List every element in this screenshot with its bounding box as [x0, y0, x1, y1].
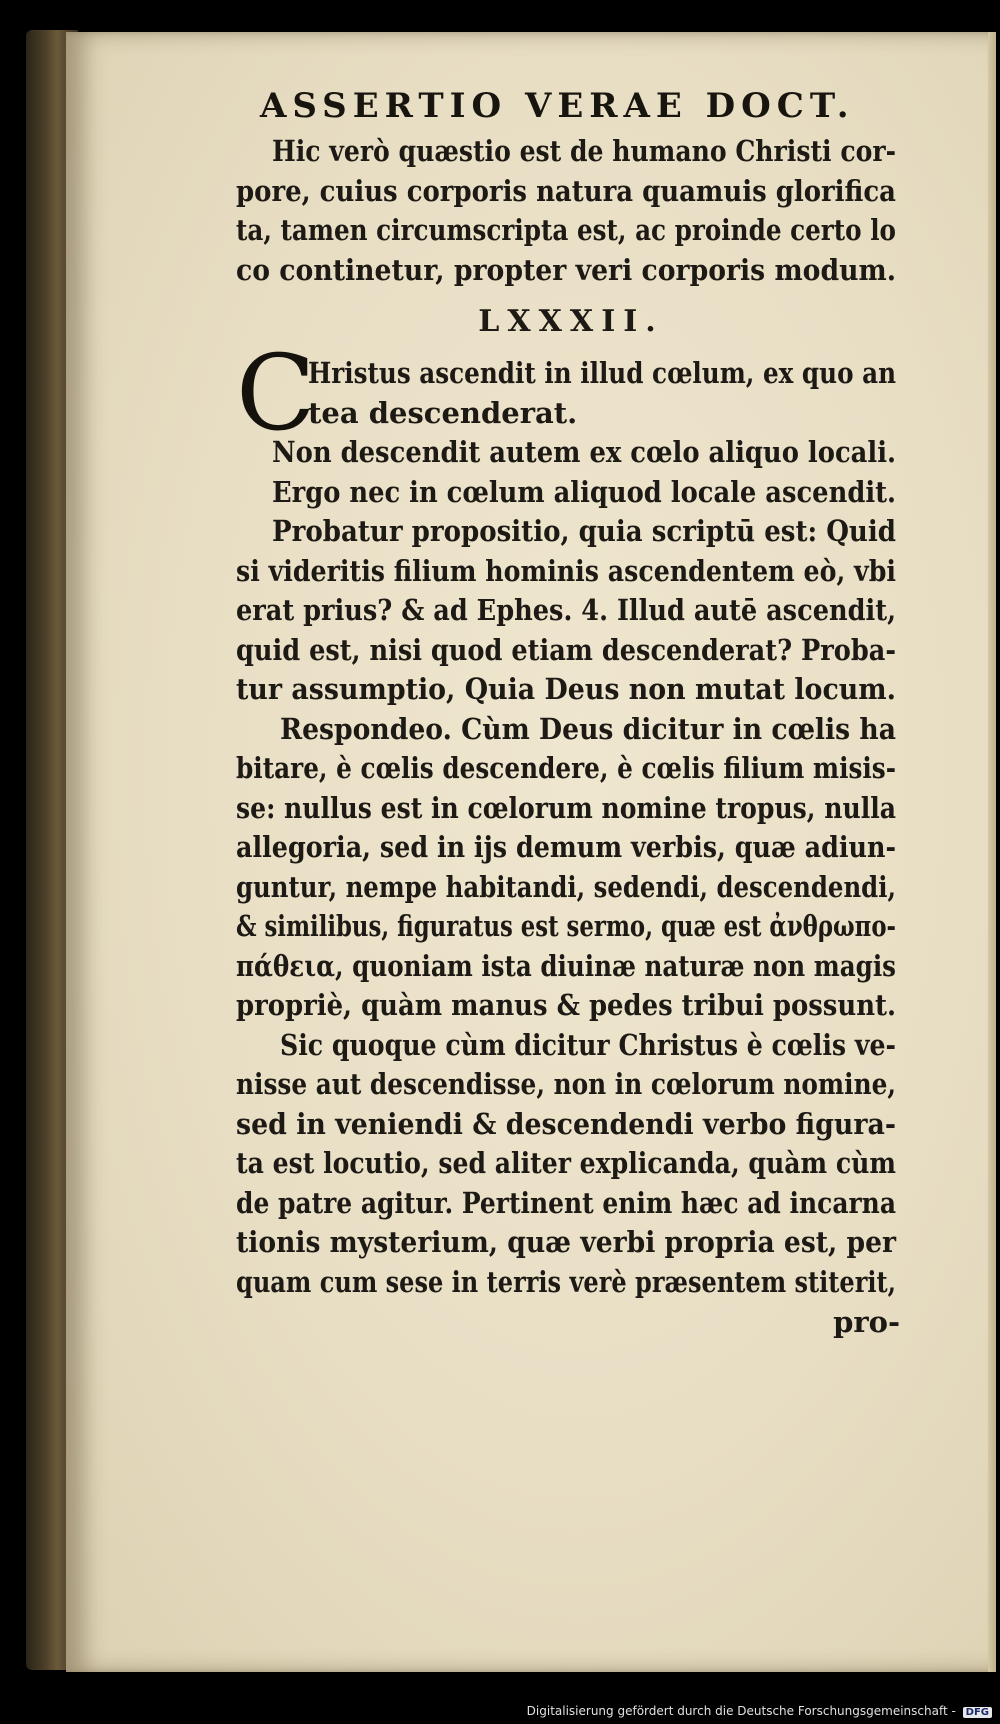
body-line: bitare, è cœlis descendere, è cœlis filium misis- — [236, 751, 896, 785]
dfg-logo: DFG — [963, 1707, 992, 1718]
text-block — [236, 80, 906, 1342]
dropcap-letter: C — [236, 332, 316, 454]
body-line: ta est locutio, sed aliter explicanda, quàm cùm — [236, 1146, 896, 1180]
intro-paragraph — [236, 132, 906, 290]
body-line: Probatur propositio, quia scriptū est: Quid — [272, 514, 896, 548]
body-line: nisse aut descendisse, non in cœlorum nomine, — [236, 1067, 896, 1101]
body-line: tea descenderat. — [308, 395, 578, 430]
dropcap-paragraph — [236, 332, 906, 1302]
body-line: si videritis filium hominis ascendentem eò, vbi — [236, 553, 896, 588]
body-text — [236, 354, 906, 1302]
catchword: pro- — [833, 1305, 900, 1339]
body-line: sed in veniendi & descendendi verbo figura- — [236, 1106, 896, 1141]
body-line: propriè, quàm manus & pedes tribui possunt. — [236, 988, 896, 1022]
body-line: tionis mysterium, quæ verbi propria est, per — [236, 1225, 896, 1259]
footer-credit — [527, 1704, 992, 1718]
body-line: se: nullus est in cœlorum nomine tropus, nulla — [236, 790, 896, 825]
body-line: Non descendit autem ex cœlo aliquo locali. — [272, 435, 896, 469]
body-line: Sic quoque cùm dicitur Christus è cœlis ve- — [280, 1027, 896, 1062]
body-line: quam cum sese in terris verè præsentem stiterit, — [236, 1264, 896, 1299]
intro-line: co continetur, propter veri corporis modum. — [236, 252, 896, 287]
body-line: quid est, nisi quod etiam descenderat? Proba- — [236, 632, 896, 667]
body-line: tur assumptio, Quia Deus non mutat locum. — [236, 672, 896, 706]
footer-credit-text: Digitalisierung gefördert durch die Deutsche Forschungsgemeinschaft - — [526, 1704, 956, 1718]
body-line: & similibus, figuratus est sermo, quæ est ἀνθρωπο- — [236, 909, 896, 943]
intro-line: pore, cuius corporis natura quamuis glorifica — [236, 173, 896, 208]
page-edge — [988, 32, 996, 1672]
body-line: erat prius? & ad Ephes. 4. Illud autē ascendit, — [236, 593, 896, 627]
body-line: guntur, nempe habitandi, sedendi, descendendi, — [236, 869, 896, 904]
running-head: ASSERTIO VERAE DOCT. — [260, 86, 855, 126]
body-line: Hristus ascendit in illud cœlum, ex quo an — [308, 356, 896, 390]
intro-line: Hic verò quæstio est de humano Christi cor- — [272, 134, 896, 168]
body-line: allegoria, sed in ijs demum verbis, quæ adiun- — [236, 830, 896, 864]
body-line: Respondeo. Cùm Deus dicitur in cœlis ha — [280, 711, 896, 746]
intro-line: ta, tamen circumscripta est, ac proinde certo lo — [236, 213, 896, 247]
section-number: LXXXII. — [478, 304, 664, 339]
body-line: de patre agitur. Pertinent enim hæc ad incarna — [236, 1185, 896, 1220]
body-line: πάθεια, quoniam ista diuinæ naturæ non magis — [236, 948, 896, 983]
body-line: Ergo nec in cœlum aliquod locale ascendit. — [272, 474, 896, 509]
